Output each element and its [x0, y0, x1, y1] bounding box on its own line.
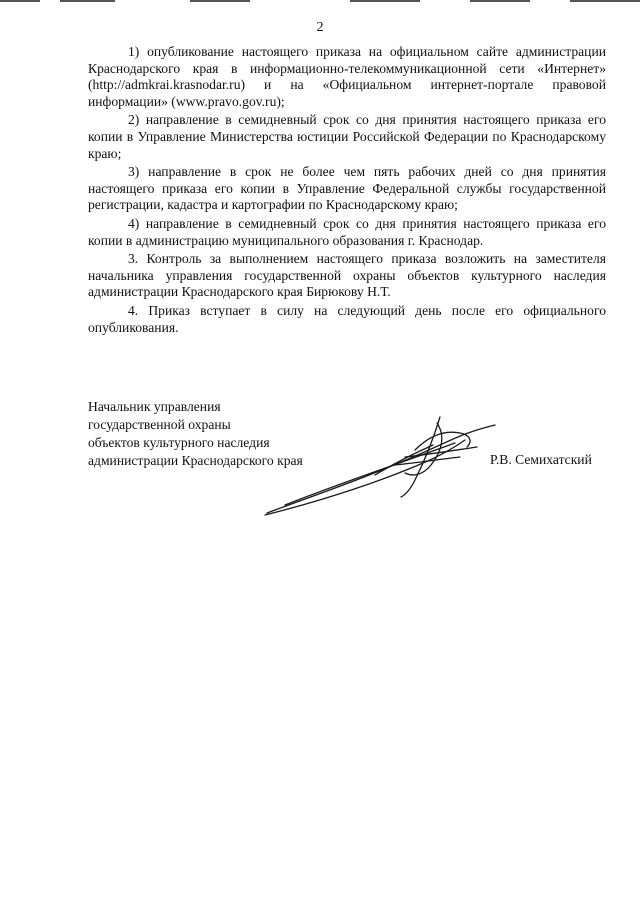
scan-top-edge — [0, 0, 640, 3]
signatory-title-line: Начальник управления — [88, 399, 221, 414]
document-body — [88, 44, 606, 338]
paragraph-municipality: 4) направление в семидневный срок со дня принятия настоящего приказа его копии в администрацию муниципального образования г. Краснодар. — [88, 215, 606, 248]
signatory-title-line: администрации Краснодарского края — [88, 453, 303, 468]
handwritten-signature — [255, 405, 515, 520]
signatory-title-line: государственной охраны — [88, 417, 231, 432]
paragraph-control: 3. Контроль за выполнением настоящего приказа возложить на заместителя начальника управления государственной охраны объектов культурного наследия администрации Краснодарского края Бирюкову Н.Т. — [88, 251, 606, 300]
paragraph-effective-date: 4. Приказ вступает в силу на следующий день после его официального опубликования. — [88, 302, 606, 335]
signatory-title-line: объектов культурного наследия — [88, 435, 270, 450]
paragraph-publication: 1) опубликование настоящего приказа на официальном сайте администрации Краснодарского края в информационно-телекоммуникационной сети «Интернет» (http://admkrai.krasnodar.ru) и на «Официальном интернет-портале правовой информации» (www.pravo.gov.ru); — [88, 44, 606, 109]
paragraph-ministry-justice: 2) направление в семидневный срок со дня принятия настоящего приказа его копии в Управление Министерства юстиции Российской Федерации по Краснодарскому краю; — [88, 112, 606, 161]
page-number: 2 — [316, 20, 324, 35]
paragraph-rosreestr: 3) направление в срок не более чем пять рабочих дней со дня принятия настоящего приказа его копии в Управление Федеральной службы государственной регистрации, кадастра и картографии по Краснодарскому краю; — [88, 164, 606, 213]
signatory-name: Р.В. Семихатский — [490, 452, 592, 467]
